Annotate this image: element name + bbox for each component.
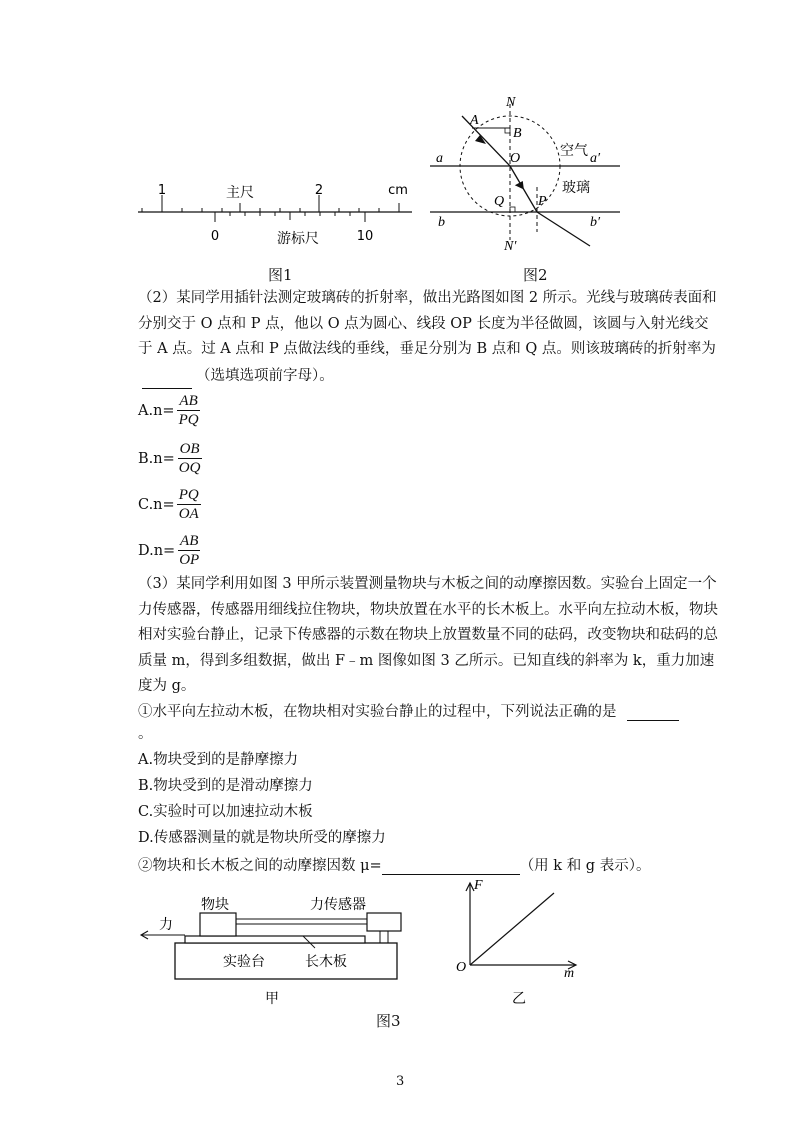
label-m: m bbox=[564, 966, 575, 981]
q3-option-c[interactable]: C.实验时可以加速拉动木板 bbox=[138, 804, 313, 820]
figure-2-caption: 图2 bbox=[523, 266, 548, 284]
fraction: $\frac{AB}{PQ}$ bbox=[178, 393, 199, 428]
label-O: O bbox=[510, 151, 521, 166]
figure-1-caption: 图1 bbox=[268, 266, 293, 284]
q3-sub2: ②物块和长木板之间的动摩擦因数 μ= （用 k 和 g 表示）。 bbox=[138, 858, 651, 874]
figure-3-apparatus bbox=[135, 885, 415, 1015]
vernier-tick-10: 10 bbox=[356, 229, 374, 244]
label-air: 空气 bbox=[560, 143, 588, 159]
label-a-prime: a′ bbox=[590, 151, 601, 166]
answer-blank-3-1[interactable] bbox=[627, 704, 679, 721]
label-sensor: 力传感器 bbox=[310, 897, 366, 913]
label-block: 物块 bbox=[201, 897, 229, 913]
question-2-suffix: （选填选项前字母）。 bbox=[196, 367, 334, 384]
label-jia: 甲 bbox=[265, 991, 279, 1007]
label-N: N bbox=[506, 95, 516, 110]
q3-option-a[interactable]: A.物块受到的是静摩擦力 bbox=[138, 752, 299, 768]
vernier-scale-label: 游标尺 bbox=[277, 231, 319, 247]
main-tick-1: 1 bbox=[157, 183, 167, 198]
label-force: 力 bbox=[159, 917, 173, 933]
q2-option-d[interactable]: D.n= $\frac{AB}{OP}$ bbox=[138, 533, 200, 568]
figure-3-caption: 图3 bbox=[376, 1012, 401, 1030]
q2-option-a[interactable]: A.n= $\frac{AB}{PQ}$ bbox=[138, 393, 199, 428]
label-b: b bbox=[438, 215, 445, 230]
label-F: F bbox=[474, 878, 483, 893]
label-glass: 玻璃 bbox=[562, 180, 590, 196]
main-tick-2: 2 bbox=[314, 183, 324, 198]
figure-3-graph bbox=[450, 875, 590, 1005]
question-3: （3）某同学利用如图 3 甲所示装置测量物块与木板之间的动摩擦因数。实验台上固定一个力传感器，传感器用细线拉住物块，物块放置在水平的长木板上。水平向左拉动木板，物块相对实验台静止，记录下传感器的示数在物块上放置数量不同的砝码，改变物块和砝码的总质量 m，得到多组数据，做出 F﹣m 图像如图 3 乙所示。已知直线的斜率为 k，重力加速度为 g。 bbox=[138, 576, 718, 694]
q3-option-b[interactable]: B.物块受到的是滑动摩擦力 bbox=[138, 778, 313, 794]
label-N-prime: N′ bbox=[504, 239, 517, 254]
q2-option-b[interactable]: B.n= $\frac{OB}{OQ}$ bbox=[138, 441, 201, 476]
question-2 bbox=[138, 286, 718, 389]
vernier-tick-0: 0 bbox=[210, 229, 220, 244]
label-board: 长木板 bbox=[305, 954, 347, 970]
label-origin: O bbox=[456, 960, 467, 975]
answer-blank-2[interactable] bbox=[142, 363, 192, 390]
main-scale-label: 主尺 bbox=[226, 185, 254, 201]
label-Q: Q bbox=[494, 194, 505, 209]
label-A: A bbox=[470, 113, 479, 128]
label-a: a bbox=[436, 151, 443, 166]
label-b-prime: b′ bbox=[590, 215, 601, 230]
q2-option-c[interactable]: C.n= $\frac{PQ}{OA}$ bbox=[138, 487, 199, 522]
label-P: P bbox=[538, 194, 547, 209]
figure-2-refraction bbox=[430, 92, 620, 262]
q3-sub1-end: 。 bbox=[138, 726, 153, 742]
fraction: $\frac{AB}{OP}$ bbox=[179, 533, 200, 568]
label-yi: 乙 bbox=[512, 991, 526, 1005]
answer-blank-3-2[interactable] bbox=[382, 858, 520, 875]
label-B: B bbox=[513, 126, 522, 141]
main-tick-cm: cm bbox=[388, 183, 408, 198]
page-number: 3 bbox=[396, 1074, 405, 1089]
figure-1-vernier bbox=[130, 170, 420, 260]
q3-option-d[interactable]: D.传感器测量的就是物块所受的摩擦力 bbox=[138, 830, 386, 846]
q3-sub1: ①水平向左拉动木板，在物块相对实验台静止的过程中，下列说法正确的是 bbox=[138, 700, 679, 721]
question-2-text: （2）某同学用插针法测定玻璃砖的折射率，做出光路图如图 2 所示。光线与玻璃砖表面和分别交于 O 点和 P 点，他以 O 点为圆心、线段 OP 长度为半径做圆，该圆与入射光线交于 A 点。过 A 点和 P 点做法线的垂线，垂足分别为 B 点和 Q 点。则该玻璃砖的折射率为 bbox=[138, 290, 717, 357]
label-table: 实验台 bbox=[223, 954, 265, 970]
fraction: $\frac{PQ}{OA}$ bbox=[178, 487, 199, 522]
fraction: $\frac{OB}{OQ}$ bbox=[178, 441, 201, 476]
